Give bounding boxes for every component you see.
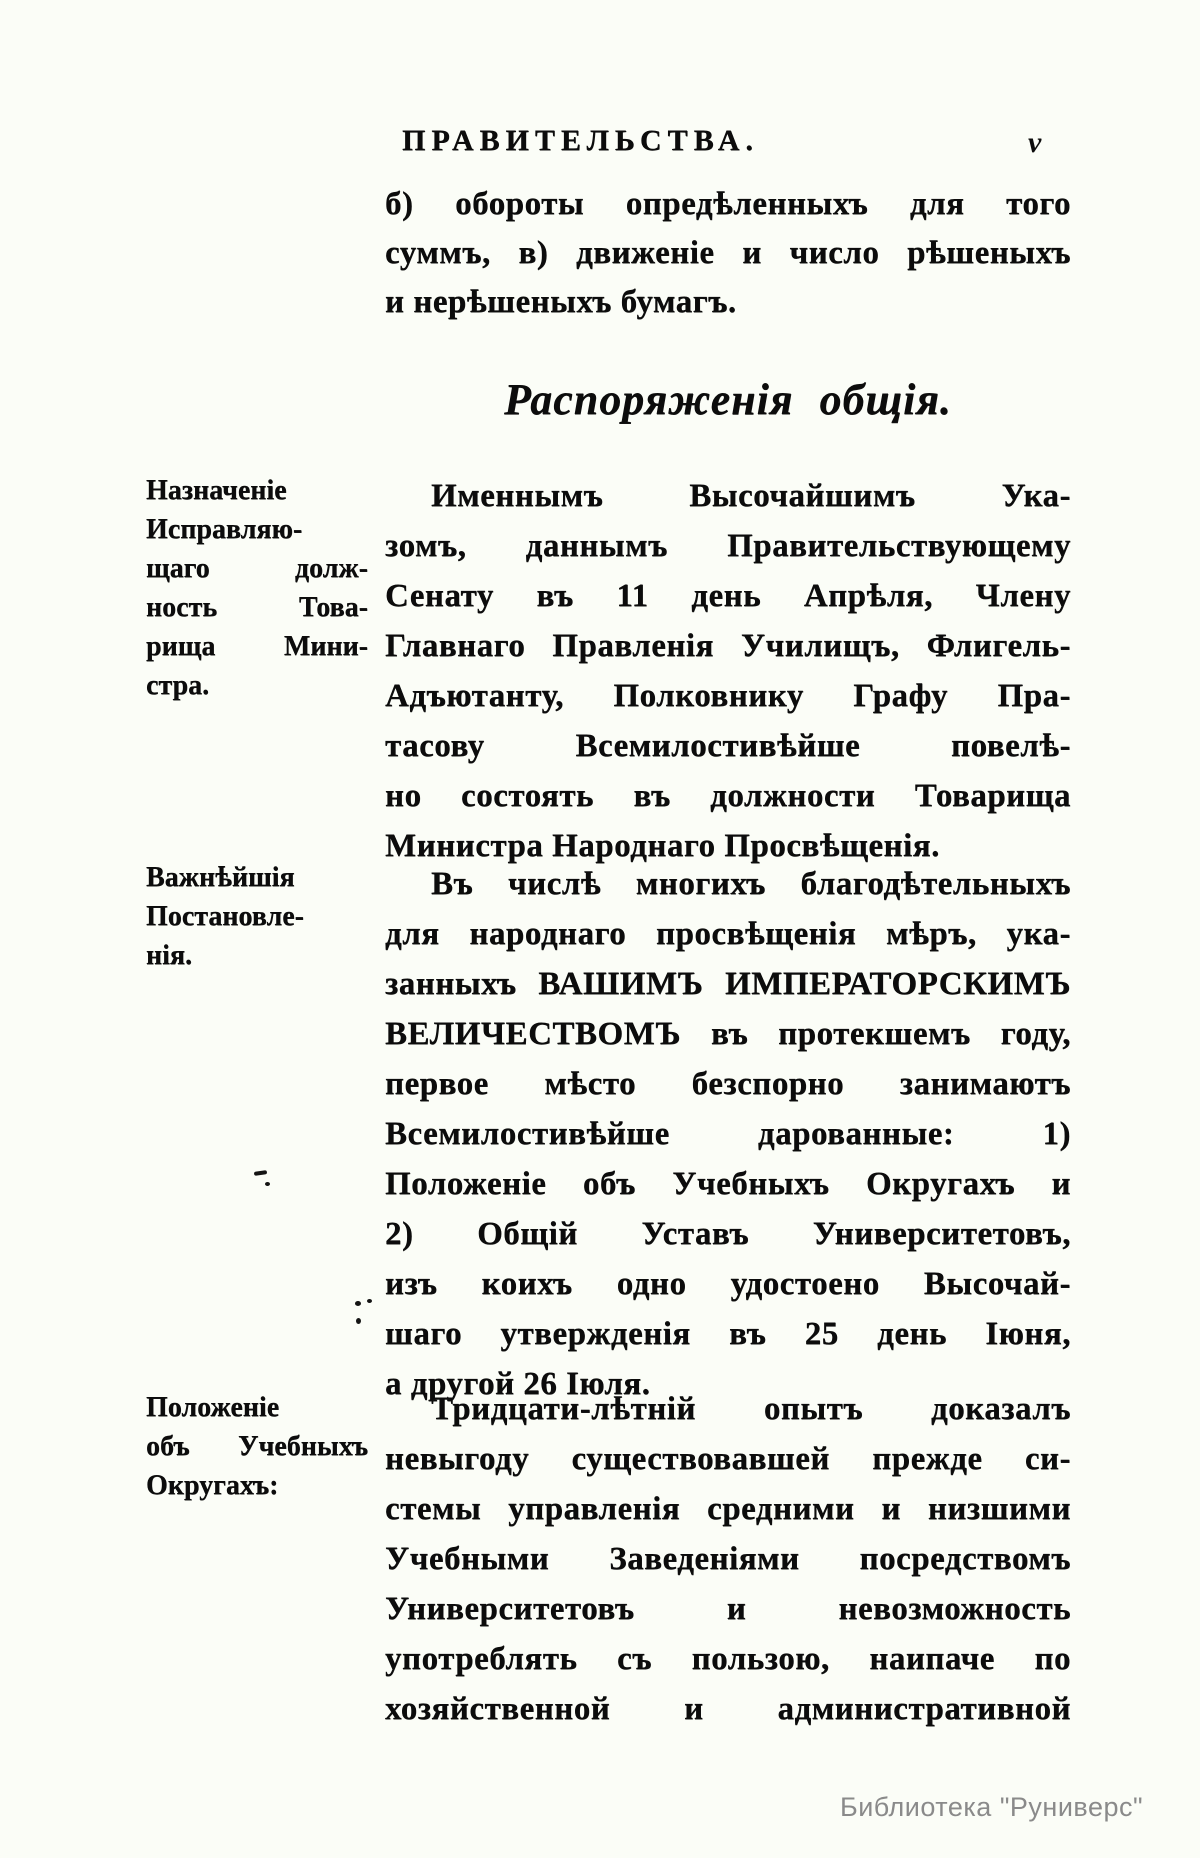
text-line: зомъ, даннымъ Правительствующему bbox=[385, 528, 1071, 564]
text-line: но состоять въ должности Товарища bbox=[385, 778, 1071, 814]
intro-paragraph bbox=[385, 180, 1071, 327]
text-line: Именнымъ Высочайшимъ Ука- bbox=[431, 478, 1071, 514]
text-line: Важнѣйшія bbox=[146, 862, 295, 893]
text-line: ВЕЛИЧЕСТВОМЪ въ протекшемъ году, bbox=[385, 1016, 1071, 1052]
text-line: Университетовъ и невозможность bbox=[385, 1591, 1071, 1627]
margin-note-appointment bbox=[146, 471, 368, 705]
ink-speck bbox=[355, 1301, 361, 1306]
paragraph-granted-statutes bbox=[385, 859, 1071, 1409]
text-line: тасову Всемилостивѣйше повелѣ- bbox=[385, 728, 1071, 764]
section-heading: Распоряженія общія. bbox=[504, 375, 952, 424]
text-line: Учебными Заведеніями посредствомъ bbox=[385, 1541, 1071, 1577]
text-line: стра. bbox=[146, 670, 210, 701]
text-line: стемы управленія средними и низшими bbox=[385, 1491, 1071, 1527]
text-line: изъ коихъ одно удостоено Высочай- bbox=[385, 1266, 1071, 1302]
library-watermark: Библиотека "Руниверс" bbox=[840, 1792, 1144, 1822]
ink-speck bbox=[254, 1170, 267, 1176]
text-line: а другой 26 Іюля. bbox=[385, 1366, 651, 1402]
text-line: Сенату въ 11 день Апрѣля, Члену bbox=[385, 578, 1071, 614]
text-line: нія. bbox=[146, 940, 193, 971]
text-line: хозяйственной и административной bbox=[385, 1691, 1071, 1727]
text-line: для народнаго просвѣщенія мѣръ, ука- bbox=[385, 916, 1071, 952]
text-line: Тридцати-лѣтній опытъ доказалъ bbox=[431, 1391, 1071, 1427]
ink-speck bbox=[356, 1318, 361, 1324]
text-line: Главнаго Правленія Училищъ, Флигель- bbox=[385, 628, 1071, 664]
ink-speck bbox=[367, 1299, 372, 1303]
text-line: невыгоду существовавшей прежде си- bbox=[385, 1441, 1071, 1477]
ink-speck bbox=[265, 1182, 270, 1186]
text-line: рища Мини- bbox=[146, 631, 368, 662]
text-line: и нерѣшеныхъ бумагъ. bbox=[385, 284, 737, 320]
text-line: первое мѣсто безспорно занимаютъ bbox=[385, 1066, 1071, 1102]
text-line: занныхъ ВАШИМЪ ИМПЕРАТОРСКИМЪ bbox=[385, 966, 1071, 1002]
text-line: Назначеніе bbox=[146, 475, 287, 506]
margin-note-resolutions bbox=[146, 858, 368, 975]
text-line: Всемилостивѣйше дарованные: 1) bbox=[385, 1116, 1071, 1152]
paragraph-imperial-decree bbox=[385, 471, 1071, 871]
text-line: щаго долж- bbox=[146, 553, 368, 584]
text-line: Исправляю- bbox=[146, 514, 303, 545]
margin-note-school-districts bbox=[146, 1388, 368, 1505]
text-line: Министра Народнаго Просвѣщенія. bbox=[385, 828, 940, 864]
text-line: Въ числѣ многихъ благодѣтельныхъ bbox=[431, 866, 1071, 902]
text-line: объ Учебныхъ bbox=[146, 1431, 368, 1462]
text-line: 2) Общій Уставъ Университетовъ, bbox=[385, 1216, 1071, 1252]
page-number: v bbox=[1028, 126, 1042, 159]
text-line: суммъ, в) движеніе и число рѣшеныхъ bbox=[385, 235, 1071, 271]
text-line: б) обороты опредѣленныхъ для того bbox=[385, 186, 1071, 222]
text-line: Округахъ: bbox=[146, 1470, 279, 1501]
text-line: ность Това- bbox=[146, 592, 368, 623]
paragraph-thirty-years-experience bbox=[385, 1384, 1071, 1734]
text-line: шаго утвержденія въ 25 день Іюня, bbox=[385, 1316, 1071, 1352]
text-line: Адъютанту, Полковнику Графу Пра- bbox=[385, 678, 1071, 714]
text-line: Положеніе объ Учебныхъ Округахъ и bbox=[385, 1166, 1071, 1202]
running-header-title: ПРАВИТЕЛЬСТВА. bbox=[402, 124, 759, 157]
text-line: употреблять съ пользою, наипаче по bbox=[385, 1641, 1071, 1677]
text-line: Постановле- bbox=[146, 901, 304, 932]
text-line: Положеніе bbox=[146, 1392, 280, 1423]
